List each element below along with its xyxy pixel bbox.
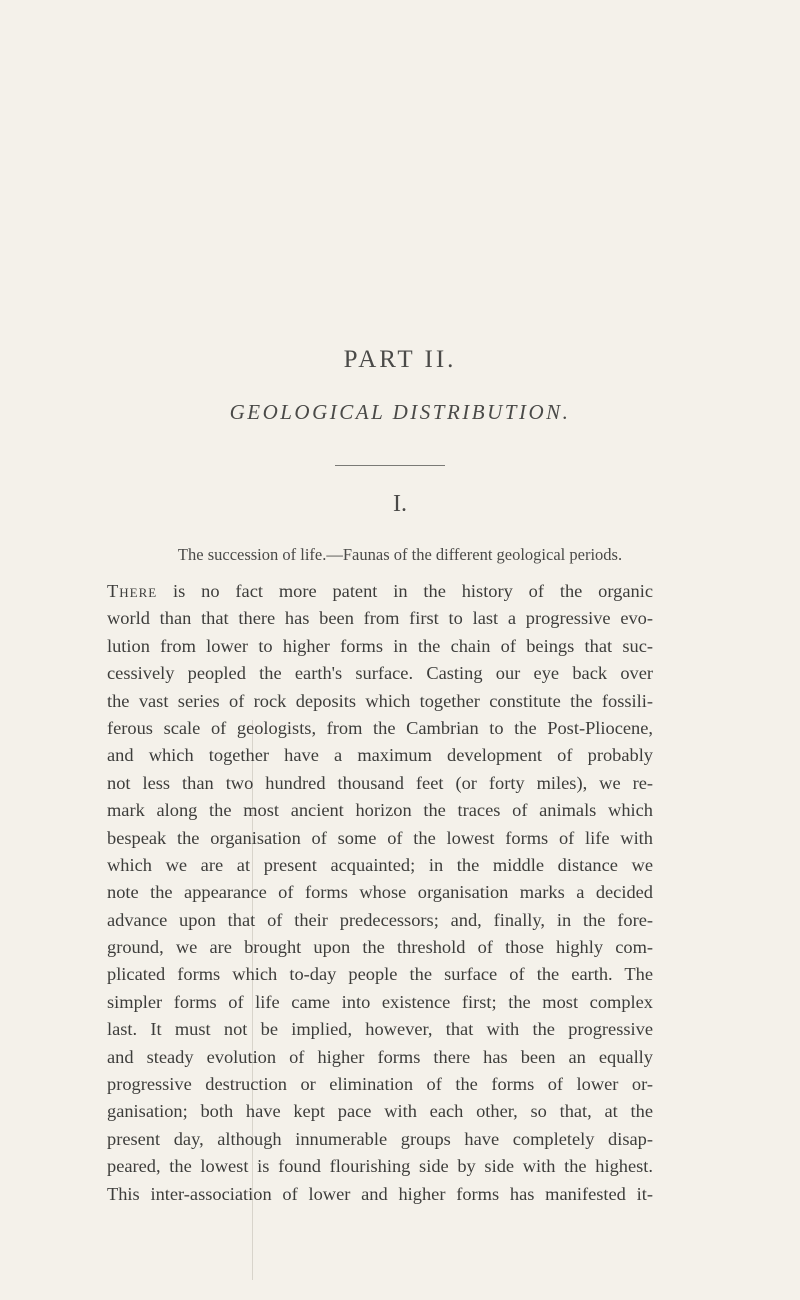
chapter-subtitle: The succession of life.—Faunas of the different geological periods. [177, 545, 623, 564]
text-line: peared, the lowest is found flourishing side by side with the highest. [107, 1156, 653, 1177]
text-line: lution from lower to higher forms in the chain of beings that suc- [107, 635, 653, 656]
text-line: bespeak the organisation of some of the lowest forms of life with [107, 827, 653, 848]
opening-word: There [107, 581, 158, 601]
text-line: cessively peopled the earth's surface. Casting our eye back over [107, 663, 653, 684]
text-line: simpler forms of life came into existence first; the most complex [107, 991, 653, 1012]
text-line: and steady evolution of higher forms there has been an equally [107, 1046, 653, 1067]
text-line: ganisation; both have kept pace with each other, so that, at the [107, 1101, 653, 1122]
section-title: GEOLOGICAL DISTRIBUTION. [229, 400, 571, 424]
text-line: present day, although innumerable groups have completely disap- [107, 1128, 653, 1149]
chapter-number: I. [393, 491, 407, 517]
text-line: the vast series of rock deposits which together constitute the fossili- [107, 690, 653, 711]
text-line: which we are at present acquainted; in the middle distance we [107, 854, 653, 875]
text-line: ground, we are brought upon the threshold of those highly com- [107, 937, 653, 958]
text-line [107, 578, 653, 605]
text-line: mark along the most ancient horizon the traces of animals which [107, 800, 653, 821]
text-line: and which together have a maximum development of probably [107, 745, 653, 766]
text-line: world than that there has been from first to last a progressive evo- [107, 608, 653, 629]
text-line: note the appearance of forms whose organisation marks a decided [107, 882, 653, 903]
text-line: progressive destruction or elimination of the forms of lower or- [107, 1074, 653, 1095]
text-line: last. It must not be implied, however, that with the progressive [107, 1019, 653, 1040]
part-title: PART II. [343, 346, 457, 373]
text-line: ferous scale of geologists, from the Cambrian to the Post-Pliocene, [107, 717, 653, 738]
text-line: not less than two hundred thousand feet (or forty miles), we re- [107, 772, 653, 793]
title-divider [335, 465, 445, 466]
text-line: This inter-association of lower and higher forms has manifested it- [107, 1183, 653, 1204]
text-line-content: is no fact more patent in the history of the organic [157, 581, 653, 601]
text-line: plicated forms which to-day people the surface of the earth. The [107, 964, 653, 985]
text-line: advance upon that of their predecessors; and, finally, in the fore- [107, 909, 653, 930]
body-paragraph [107, 578, 653, 1208]
